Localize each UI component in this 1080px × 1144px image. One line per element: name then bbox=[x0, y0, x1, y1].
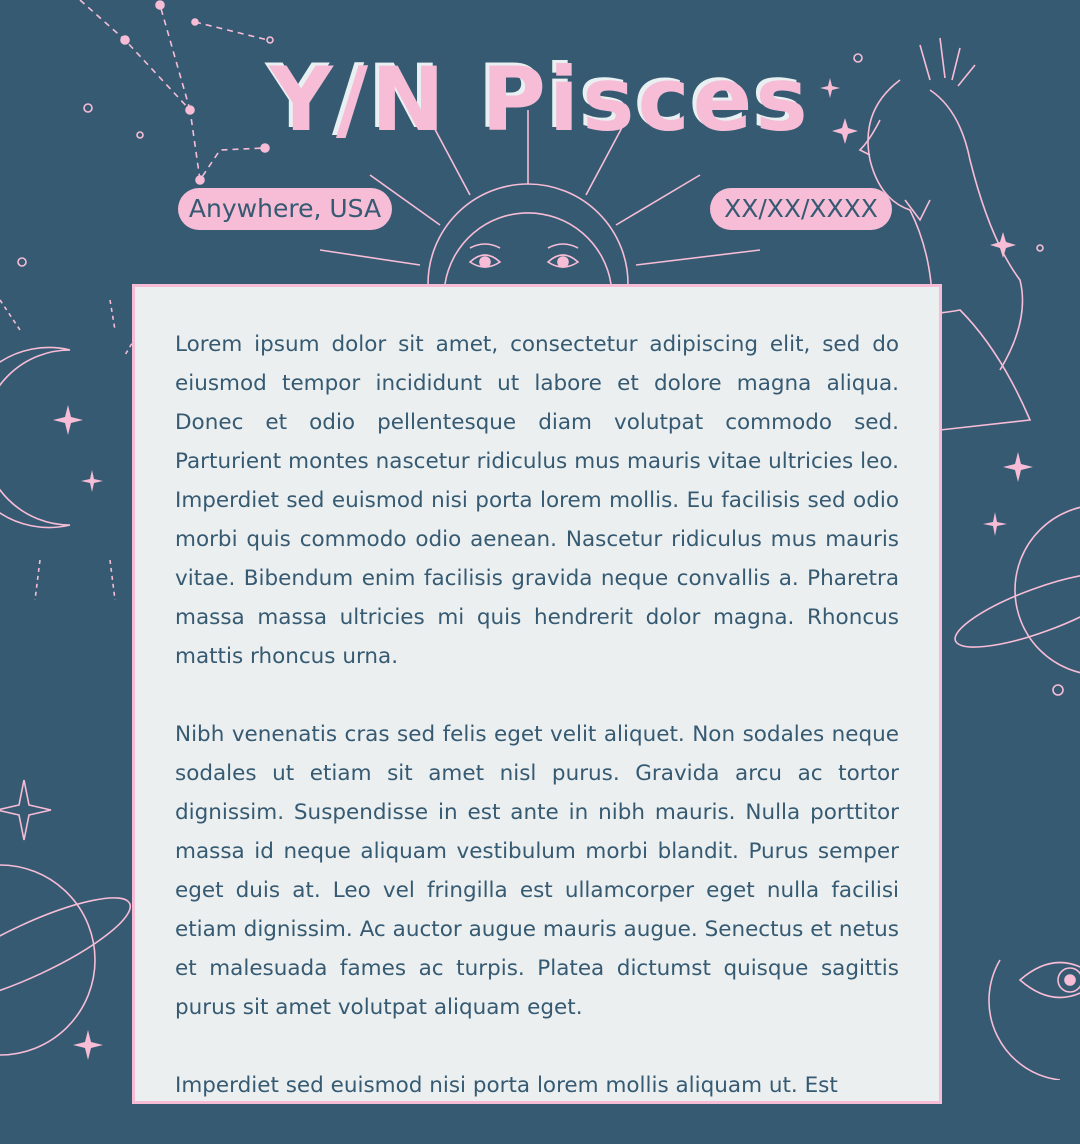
location-badge: Anywhere, USA bbox=[178, 188, 392, 230]
body-text bbox=[175, 325, 899, 1144]
crescent-moon-icon bbox=[0, 300, 140, 600]
paragraph: Lorem ipsum dolor sit amet, consectetur adipiscing elit, sed do eiusmod tempor incididunt ut labore et dolore magna aliqua. Donec et odio pellentesque diam volutpat commodo sed. Parturient montes nascetur ridiculus mus mauris vitae ultricies leo. Imperdiet sed euismod nisi porta lorem mollis. Eu facilisis sed odio morbi quis commodo odio aenean. Nascetur ridiculus mus mauris vitae. Bibendum enim facilisis gravida neque convallis a. Pharetra massa massa ultricies mi quis hendrerit dolor magna. Rhoncus mattis rhoncus urna. bbox=[175, 332, 899, 669]
paragraph: Nibh venenatis cras sed felis eget velit aliquet. Non sodales neque sodales ut etiam sit amet nisl purus. Gravida arcu ac tortor dignissim. Suspendisse in est ante in nibh mauris. Nulla porttitor massa id neque aliquam vestibulum morbi blandit. Purus semper eget duis at. Leo vel fringilla est ullamcorper eget nulla facilisi etiam dignissim. Ac auctor augue mauris augue. Senectus et netus et malesuada fames ac turpis. Platea dictumst quisque sagittis purus sit amet volutpat aliquam eget. bbox=[175, 722, 899, 1020]
content-card bbox=[132, 284, 942, 1104]
eye-icon bbox=[989, 960, 1080, 1080]
page-title: Y/N Pisces bbox=[269, 48, 811, 151]
date-badge: XX/XX/XXXX bbox=[710, 188, 892, 230]
paragraph: Imperdiet sed euismod nisi porta lorem mollis aliquam ut. Est bbox=[175, 1073, 838, 1098]
